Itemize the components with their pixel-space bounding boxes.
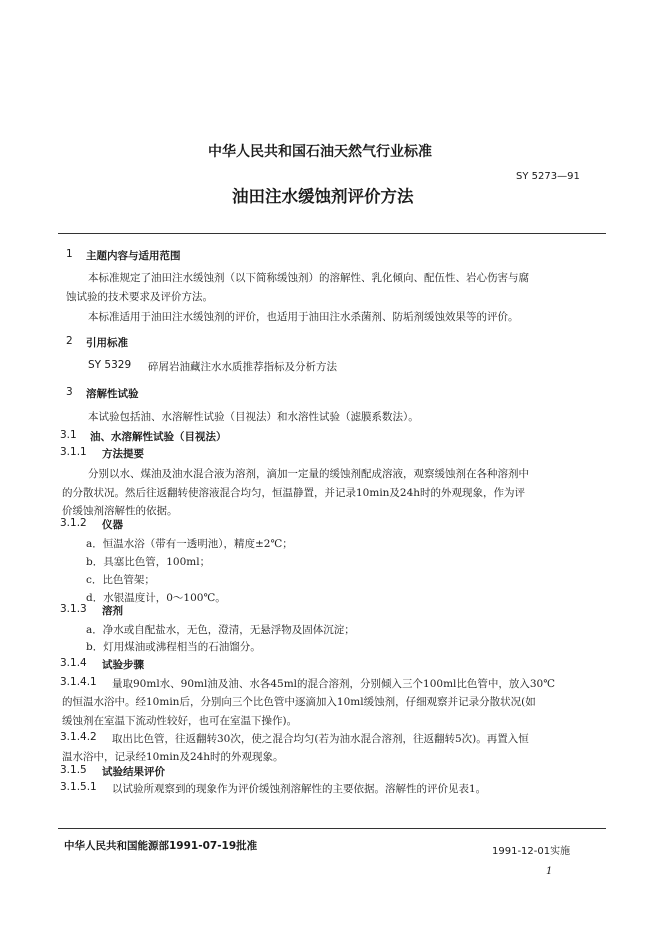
footer-divider [58, 828, 606, 829]
s312-item-d: d．水银温度计，0～100℃。 [86, 592, 226, 604]
s2-number: 2 [66, 335, 73, 347]
doc-title: 油田注水缓蚀剂评价方法 [232, 187, 414, 206]
s31-number: 3.1 [60, 429, 77, 441]
s1-title: 主题内容与适用范围 [86, 250, 181, 262]
s315-title: 试验结果评价 [102, 766, 165, 778]
s1-para1-line1: 本标准规定了油田注水缓蚀剂（以下简称缓蚀剂）的溶解性、乳化倾向、配伍性、岩心伤害与腐 [88, 272, 529, 284]
s3141-line3: 缓蚀剂在室温下流动性较好，也可在室温下操作)。 [62, 715, 298, 727]
s313-number: 3.1.3 [60, 603, 87, 615]
s3141-number: 3.1.4.1 [60, 676, 97, 688]
s3141-line1: 量取90ml水、90ml油及油、水各45ml的混合溶剂，分别倾入三个100ml比色管中，放入30℃ [112, 678, 555, 690]
s312-title: 仪器 [102, 519, 123, 531]
s3142-line1: 取出比色管，往返翻转30次，使之混合均匀(若为油水混合溶剂，往返翻转5次)。再置入恒 [112, 733, 529, 745]
effective-date: 1991-12-01实施 [492, 846, 571, 857]
s1-para1-line2: 蚀试验的技术要求及评价方法。 [66, 291, 213, 303]
s2-title: 引用标准 [86, 337, 128, 349]
s312-item-b: b．具塞比色管，100ml； [86, 556, 211, 568]
header-divider [58, 233, 606, 234]
s3151-line1: 以试验所观察到的现象作为评价缓蚀剂溶解性的主要依据。溶解性的评价见表1。 [112, 783, 487, 795]
page-number: 1 [546, 866, 553, 877]
s314-title: 试验步骤 [102, 659, 144, 671]
s1-para2: 本标准适用于油田注水缓蚀剂的评价，也适用于油田注水杀菌剂、防垢剂缓蚀效果等的评价。 [88, 311, 519, 323]
s312-number: 3.1.2 [60, 517, 87, 529]
s31-title: 油、水溶解性试验（目视法） [90, 431, 227, 443]
s312-item-a: a．恒温水浴（带有一透明池），精度±2℃； [86, 538, 293, 550]
s3142-number: 3.1.4.2 [60, 731, 97, 743]
s3142-line2: 温水浴中，记录经10min及24h时的外观现象。 [62, 751, 284, 763]
s3-number: 3 [66, 386, 73, 398]
s1-number: 1 [66, 248, 73, 260]
s3-para1: 本试验包括油、水溶解性试验（目视法）和水溶性试验（滤膜系数法）。 [88, 411, 419, 423]
s311-number: 3.1.1 [60, 446, 87, 458]
s311-title: 方法提要 [102, 448, 144, 460]
s313-item-a: a．净水或自配盐水，无色，澄清，无悬浮物及固体沉淀； [86, 624, 355, 636]
s2-ref-text: 碎屑岩油藏注水水质推荐指标及分析方法 [148, 361, 337, 373]
s315-number: 3.1.5 [60, 764, 87, 776]
s311-line1: 分别以水、煤油及油水混合液为溶剂，滴加一定量的缓蚀剂配成溶液，观察缓蚀剂在各种溶剂中 [88, 468, 529, 480]
s3-title: 溶解性试验 [86, 388, 139, 400]
org-title: 中华人民共和国石油天然气行业标准 [208, 144, 432, 160]
s313-title: 溶剂 [102, 605, 123, 617]
s311-line3: 价缓蚀剂溶解性的依据。 [62, 505, 178, 517]
s3141-line2: 的恒温水浴中。经10min后，分别向三个比色管中逐滴加入10ml缓蚀剂，仔细观察并记录分散状况(如 [62, 696, 536, 708]
doc-code: SY 5273—91 [516, 171, 580, 182]
s311-line2: 的分散状况。然后往返翻转使溶液混合均匀，恒温静置，并记录10min及24h时的外观现象，作为评 [62, 487, 526, 499]
s2-ref-code: SY 5329 [88, 359, 132, 371]
s313-item-b: b．灯用煤油或沸程相当的石油馏分。 [86, 641, 261, 653]
s314-number: 3.1.4 [60, 657, 87, 669]
approval-line: 中华人民共和国能源部1991-07-19批准 [64, 840, 258, 852]
s3151-number: 3.1.5.1 [60, 781, 97, 793]
s312-item-c: c．比色管架； [86, 574, 155, 586]
